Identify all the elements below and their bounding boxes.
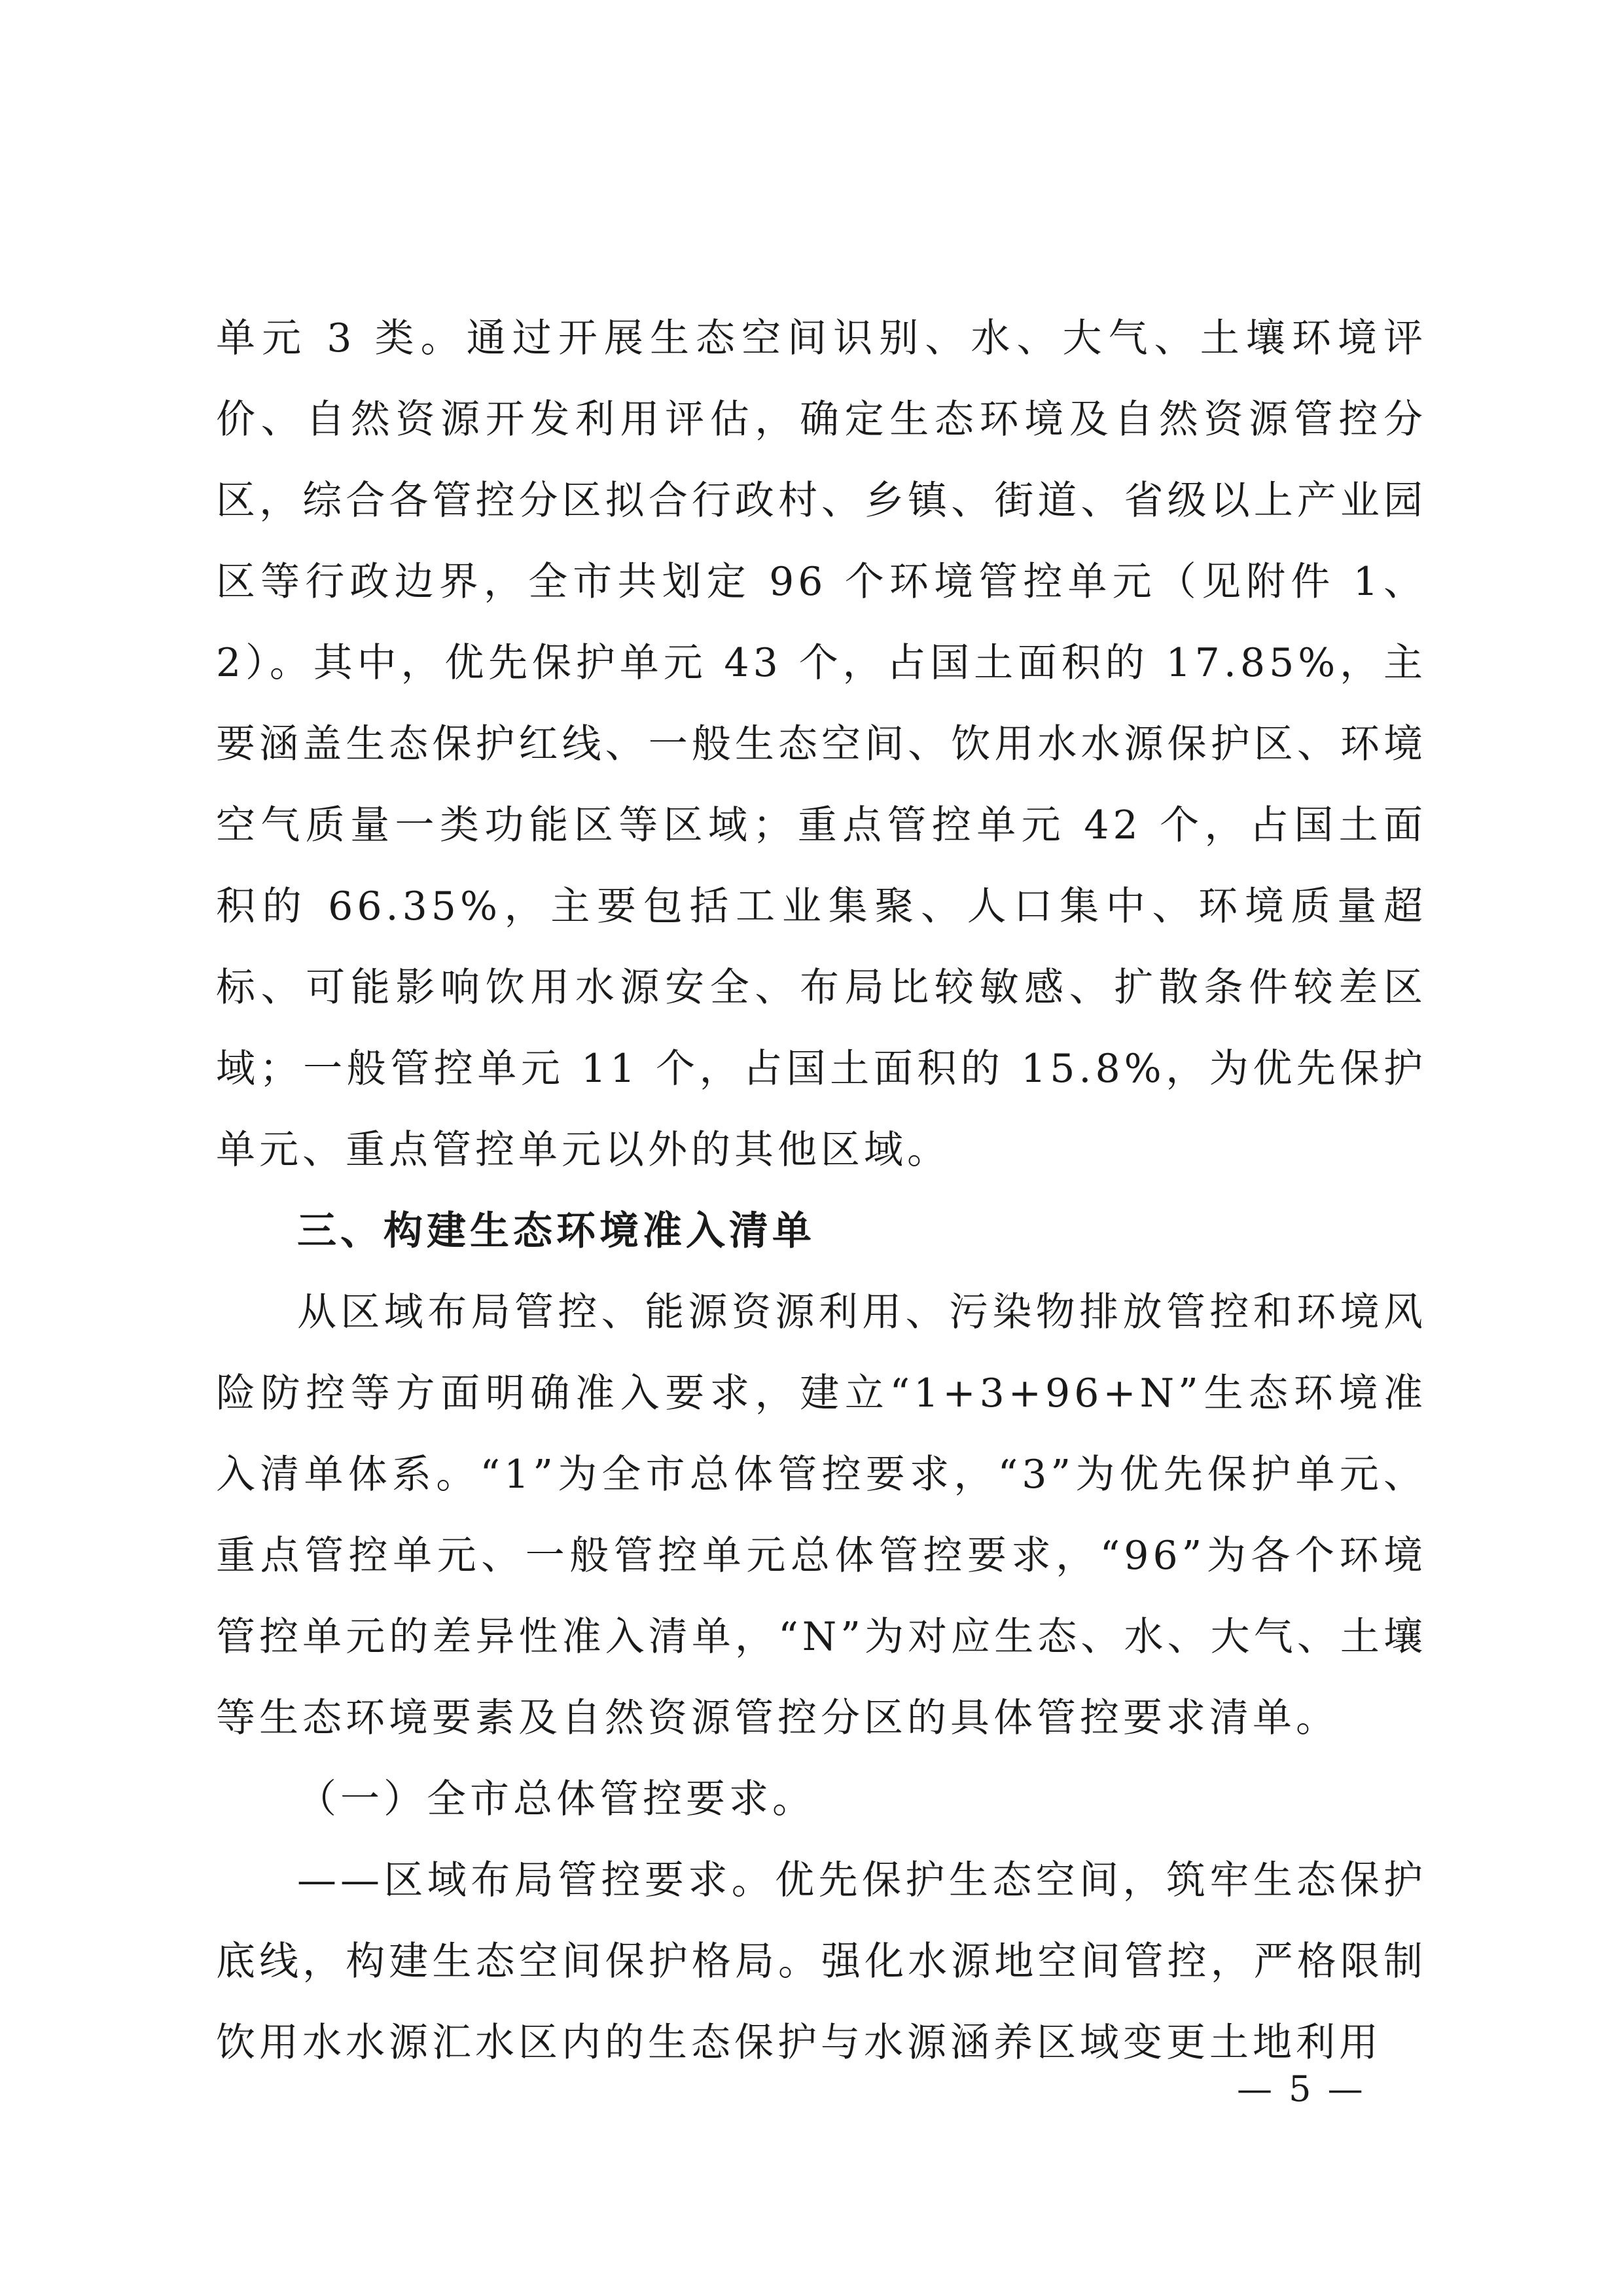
paragraph-layout-control: ——区域布局管控要求。优先保护生态空间，筑牢生态保护底线，构建生态空间保护格局。强化水源地空间管控，严格限制饮用水水源汇水区内的生态保护与水源涵养区域变更土地利用: [216, 1857, 1427, 2066]
section-heading-3: 三、构建生态环境准入清单: [297, 1208, 815, 1254]
subsection-heading-1: （一）全市总体管控要求。: [297, 1776, 815, 1822]
body-text: [216, 298, 1427, 2083]
page-number: — 5 —: [1237, 2068, 1366, 2109]
paragraph-access-list: 从区域布局管控、能源资源利用、污染物排放管控和环境风险防控等方面明确准入要求，建立“1+3+96+N”生态环境准入清单体系。“1”为全市总体管控要求，“3”为优先保护单元、重点管控单元、一般管控单元总体管控要求，“96”为各个环境管控单元的差异性准入清单，“N”为对应生态、水、大气、土壤等生态环境要素及自然资源管控分区的具体管控要求清单。: [216, 1289, 1427, 1741]
paragraph-continued: 单元 3 类。通过开展生态空间识别、水、大气、土壤环境评价、自然资源开发利用评估，确定生态环境及自然资源管控分区，综合各管控分区拟合行政村、乡镇、街道、省级以上产业园区等行政边界，全市共划定 96 个环境管控单元（见附件 1、2）。其中，优先保护单元 43 个，占国土面积的 17.85%，主要涵盖生态保护红线、一般生态空间、饮用水水源保护区、环境空气质量一类功能区等区域；重点管控单元 42 个，占国土面积的 66.35%，主要包括工业集聚、人口集中、环境质量超标、可能影响饮用水源安全、布局比较敏感、扩散条件较差区域；一般管控单元 11 个，占国土面积的 15.8%，为优先保护单元、重点管控单元以外的其他区域。: [216, 315, 1427, 1173]
